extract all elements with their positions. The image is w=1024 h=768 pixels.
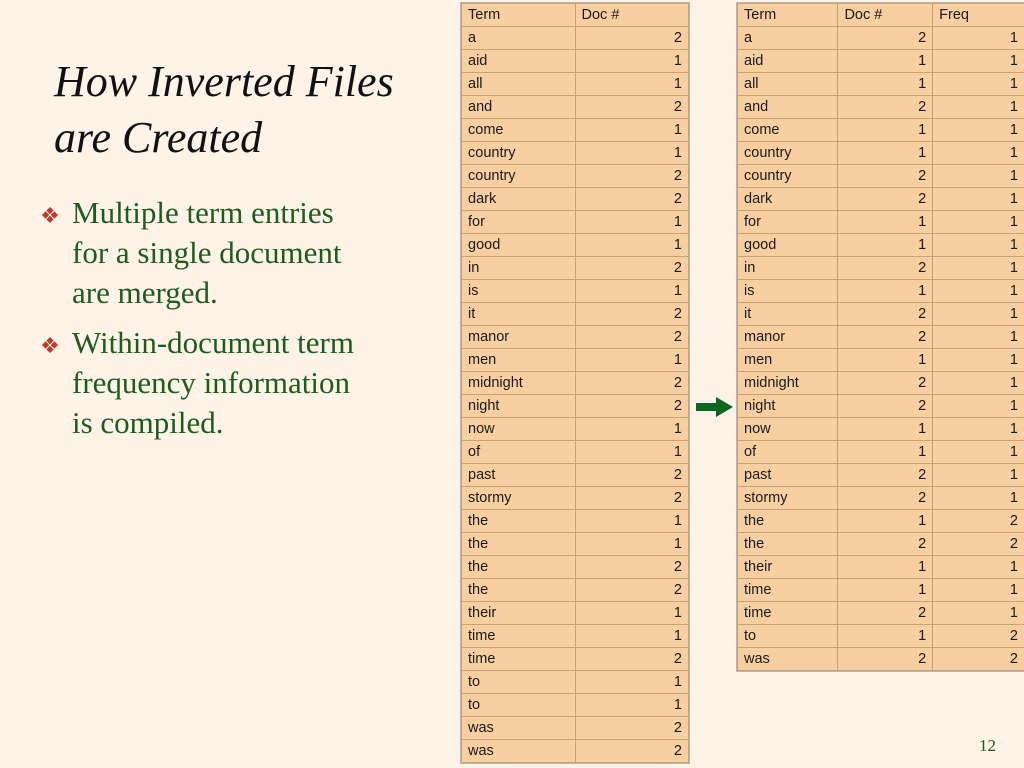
- table-row: [738, 188, 1024, 211]
- cell-freq: 1: [933, 142, 1024, 165]
- bullet-text: Within-document term frequency information is compiled.: [72, 324, 354, 440]
- cell-term: manor: [462, 326, 576, 349]
- table-row: [462, 648, 689, 671]
- cell-term: is: [738, 280, 838, 303]
- column-header-term: Term: [462, 4, 576, 27]
- table-row: [462, 533, 689, 556]
- cell-doc: 1: [838, 349, 933, 372]
- cell-doc: 2: [838, 257, 933, 280]
- list-item: [40, 323, 440, 443]
- table-one-body: [462, 27, 689, 763]
- cell-term: country: [738, 165, 838, 188]
- cell-term: was: [738, 648, 838, 671]
- cell-doc: 1: [575, 349, 689, 372]
- table-row: [462, 740, 689, 763]
- cell-term: aid: [462, 50, 576, 73]
- cell-freq: 2: [933, 625, 1024, 648]
- cell-freq: 1: [933, 257, 1024, 280]
- cell-doc: 1: [575, 510, 689, 533]
- merge-arrow-icon: [696, 396, 734, 418]
- cell-doc: 2: [838, 648, 933, 671]
- table-row: [738, 211, 1024, 234]
- cell-doc: 2: [838, 165, 933, 188]
- cell-doc: 2: [575, 556, 689, 579]
- cell-term: midnight: [462, 372, 576, 395]
- cell-freq: 2: [933, 648, 1024, 671]
- cell-doc: 1: [838, 73, 933, 96]
- table-two-body: [738, 27, 1024, 671]
- cell-doc: 2: [838, 326, 933, 349]
- cell-doc: 1: [575, 50, 689, 73]
- cell-doc: 2: [575, 487, 689, 510]
- cell-term: their: [738, 556, 838, 579]
- list-item: [40, 193, 440, 313]
- cell-doc: 1: [575, 625, 689, 648]
- cell-doc: 2: [838, 27, 933, 50]
- cell-freq: 1: [933, 372, 1024, 395]
- table-row: [462, 96, 689, 119]
- cell-term: in: [738, 257, 838, 280]
- cell-term: the: [462, 533, 576, 556]
- table-row: [738, 487, 1024, 510]
- cell-doc: 1: [838, 510, 933, 533]
- cell-doc: 2: [575, 372, 689, 395]
- table-row: [462, 510, 689, 533]
- cell-doc: 1: [575, 671, 689, 694]
- cell-term: their: [462, 602, 576, 625]
- table-row: [462, 280, 689, 303]
- cell-term: of: [738, 441, 838, 464]
- cell-doc: 1: [575, 142, 689, 165]
- table-row: [462, 487, 689, 510]
- table-row: [738, 625, 1024, 648]
- cell-freq: 1: [933, 326, 1024, 349]
- cell-doc: 2: [575, 464, 689, 487]
- table-row: [738, 372, 1024, 395]
- table-two-header: [738, 4, 1024, 27]
- cell-freq: 1: [933, 418, 1024, 441]
- cell-term: for: [738, 211, 838, 234]
- table-row: [462, 717, 689, 740]
- cell-term: the: [738, 510, 838, 533]
- bullet-text: Multiple term entries for a single document are merged.: [72, 194, 342, 310]
- cell-freq: 1: [933, 73, 1024, 96]
- table-row: [738, 234, 1024, 257]
- cell-term: the: [462, 556, 576, 579]
- cell-doc: 2: [575, 27, 689, 50]
- cell-term: men: [738, 349, 838, 372]
- column-header-term: Term: [738, 4, 838, 27]
- table-row: [462, 165, 689, 188]
- cell-term: night: [462, 395, 576, 418]
- cell-freq: 1: [933, 487, 1024, 510]
- cell-freq: 1: [933, 27, 1024, 50]
- cell-term: country: [738, 142, 838, 165]
- table-row: [738, 349, 1024, 372]
- table-row: [738, 556, 1024, 579]
- table-row: [738, 165, 1024, 188]
- table-row: [738, 510, 1024, 533]
- cell-term: the: [738, 533, 838, 556]
- cell-doc: 2: [838, 533, 933, 556]
- cell-term: for: [462, 211, 576, 234]
- cell-doc: 1: [838, 50, 933, 73]
- table-row: [462, 27, 689, 50]
- table-row: [738, 464, 1024, 487]
- cell-freq: 1: [933, 395, 1024, 418]
- column-header-freq: Freq: [933, 4, 1024, 27]
- table-row: [738, 257, 1024, 280]
- cell-term: to: [462, 694, 576, 717]
- cell-doc: 1: [575, 280, 689, 303]
- table-row: [738, 579, 1024, 602]
- cell-doc: 2: [575, 395, 689, 418]
- table-row: [462, 211, 689, 234]
- cell-term: country: [462, 165, 576, 188]
- cell-doc: 2: [838, 395, 933, 418]
- table-row: [462, 441, 689, 464]
- cell-term: a: [738, 27, 838, 50]
- table-row: [738, 119, 1024, 142]
- cell-doc: 1: [575, 441, 689, 464]
- cell-freq: 1: [933, 50, 1024, 73]
- cell-term: to: [462, 671, 576, 694]
- cell-term: come: [462, 119, 576, 142]
- cell-doc: 1: [838, 579, 933, 602]
- cell-freq: 2: [933, 510, 1024, 533]
- cell-doc: 1: [575, 119, 689, 142]
- cell-term: dark: [738, 188, 838, 211]
- table-row: [738, 418, 1024, 441]
- table-row: [738, 142, 1024, 165]
- cell-freq: 1: [933, 349, 1024, 372]
- cell-doc: 1: [838, 441, 933, 464]
- cell-term: the: [462, 510, 576, 533]
- cell-term: dark: [462, 188, 576, 211]
- table-row: [462, 625, 689, 648]
- cell-doc: 1: [575, 418, 689, 441]
- table-row: [738, 303, 1024, 326]
- cell-term: manor: [738, 326, 838, 349]
- cell-term: now: [738, 418, 838, 441]
- cell-term: to: [738, 625, 838, 648]
- table-row: [462, 602, 689, 625]
- cell-doc: 1: [575, 602, 689, 625]
- cell-freq: 1: [933, 441, 1024, 464]
- cell-freq: 1: [933, 464, 1024, 487]
- bullet-marker-icon: ❖: [40, 332, 60, 358]
- cell-term: midnight: [738, 372, 838, 395]
- cell-doc: 1: [838, 211, 933, 234]
- cell-term: come: [738, 119, 838, 142]
- term-doc-table: [460, 2, 690, 764]
- cell-doc: 2: [838, 303, 933, 326]
- cell-term: of: [462, 441, 576, 464]
- cell-doc: 2: [575, 579, 689, 602]
- cell-term: a: [462, 27, 576, 50]
- page-number: 12: [979, 736, 996, 755]
- cell-doc: 2: [838, 96, 933, 119]
- bullet-marker-icon: ❖: [40, 202, 60, 228]
- cell-term: night: [738, 395, 838, 418]
- cell-term: the: [462, 579, 576, 602]
- cell-term: past: [738, 464, 838, 487]
- cell-doc: 1: [838, 280, 933, 303]
- cell-term: aid: [738, 50, 838, 73]
- table-row: [738, 648, 1024, 671]
- cell-freq: 1: [933, 96, 1024, 119]
- table-header-row: [462, 4, 689, 27]
- cell-term: and: [738, 96, 838, 119]
- cell-doc: 2: [575, 188, 689, 211]
- cell-doc: 2: [575, 740, 689, 763]
- table-row: [462, 326, 689, 349]
- table-row: [462, 372, 689, 395]
- table-row: [462, 418, 689, 441]
- table-row: [738, 27, 1024, 50]
- cell-doc: 1: [838, 234, 933, 257]
- table-row: [462, 464, 689, 487]
- cell-freq: 1: [933, 165, 1024, 188]
- table-row: [462, 188, 689, 211]
- cell-doc: 1: [838, 418, 933, 441]
- table-row: [462, 119, 689, 142]
- table-row: [738, 280, 1024, 303]
- table-row: [738, 441, 1024, 464]
- cell-term: country: [462, 142, 576, 165]
- cell-term: past: [462, 464, 576, 487]
- cell-term: all: [738, 73, 838, 96]
- cell-term: men: [462, 349, 576, 372]
- cell-term: and: [462, 96, 576, 119]
- cell-freq: 1: [933, 280, 1024, 303]
- cell-freq: 1: [933, 579, 1024, 602]
- left-column: [40, 40, 440, 453]
- cell-term: stormy: [462, 487, 576, 510]
- cell-freq: 1: [933, 602, 1024, 625]
- cell-term: good: [462, 234, 576, 257]
- table-row: [462, 50, 689, 73]
- cell-doc: 2: [575, 257, 689, 280]
- cell-doc: 2: [575, 303, 689, 326]
- column-header-doc: Doc #: [838, 4, 933, 27]
- cell-term: time: [738, 602, 838, 625]
- cell-doc: 1: [838, 625, 933, 648]
- table-row: [462, 395, 689, 418]
- cell-freq: 1: [933, 188, 1024, 211]
- cell-freq: 1: [933, 234, 1024, 257]
- cell-freq: 2: [933, 533, 1024, 556]
- cell-doc: 1: [575, 234, 689, 257]
- cell-doc: 2: [838, 487, 933, 510]
- cell-doc: 2: [575, 96, 689, 119]
- table-row: [738, 533, 1024, 556]
- table-row: [738, 50, 1024, 73]
- cell-term: in: [462, 257, 576, 280]
- cell-doc: 2: [575, 648, 689, 671]
- table-header-row: [738, 4, 1024, 27]
- cell-term: time: [462, 648, 576, 671]
- cell-term: time: [462, 625, 576, 648]
- cell-term: it: [462, 303, 576, 326]
- table-row: [462, 671, 689, 694]
- table-row: [738, 96, 1024, 119]
- bullet-list: [40, 193, 440, 443]
- table-row: [738, 395, 1024, 418]
- table-one-header: [462, 4, 689, 27]
- table-row: [462, 556, 689, 579]
- cell-doc: 2: [838, 372, 933, 395]
- table-row: [462, 73, 689, 96]
- table-row: [738, 73, 1024, 96]
- cell-doc: 2: [575, 165, 689, 188]
- table-row: [738, 602, 1024, 625]
- cell-term: was: [462, 717, 576, 740]
- page-title: How Inverted Files are Created: [54, 57, 394, 163]
- table-row: [462, 234, 689, 257]
- cell-doc: 2: [575, 717, 689, 740]
- column-header-doc: Doc #: [575, 4, 689, 27]
- cell-doc: 1: [575, 694, 689, 717]
- table-two: [737, 3, 1024, 671]
- cell-term: good: [738, 234, 838, 257]
- table-row: [462, 257, 689, 280]
- cell-term: is: [462, 280, 576, 303]
- cell-doc: 1: [575, 73, 689, 96]
- table-row: [462, 142, 689, 165]
- cell-doc: 1: [575, 533, 689, 556]
- cell-doc: 1: [575, 211, 689, 234]
- cell-doc: 2: [838, 464, 933, 487]
- cell-doc: 1: [838, 556, 933, 579]
- cell-term: all: [462, 73, 576, 96]
- table-row: [462, 303, 689, 326]
- cell-doc: 1: [838, 142, 933, 165]
- cell-freq: 1: [933, 556, 1024, 579]
- cell-term: now: [462, 418, 576, 441]
- cell-term: stormy: [738, 487, 838, 510]
- table-one: [461, 3, 689, 763]
- cell-doc: 2: [838, 602, 933, 625]
- cell-freq: 1: [933, 119, 1024, 142]
- cell-doc: 2: [575, 326, 689, 349]
- table-row: [462, 694, 689, 717]
- term-doc-freq-table: [736, 2, 1024, 672]
- cell-term: it: [738, 303, 838, 326]
- cell-freq: 1: [933, 303, 1024, 326]
- table-row: [462, 579, 689, 602]
- cell-doc: 2: [838, 188, 933, 211]
- table-row: [738, 326, 1024, 349]
- table-row: [462, 349, 689, 372]
- cell-term: was: [462, 740, 576, 763]
- cell-freq: 1: [933, 211, 1024, 234]
- cell-doc: 1: [838, 119, 933, 142]
- cell-term: time: [738, 579, 838, 602]
